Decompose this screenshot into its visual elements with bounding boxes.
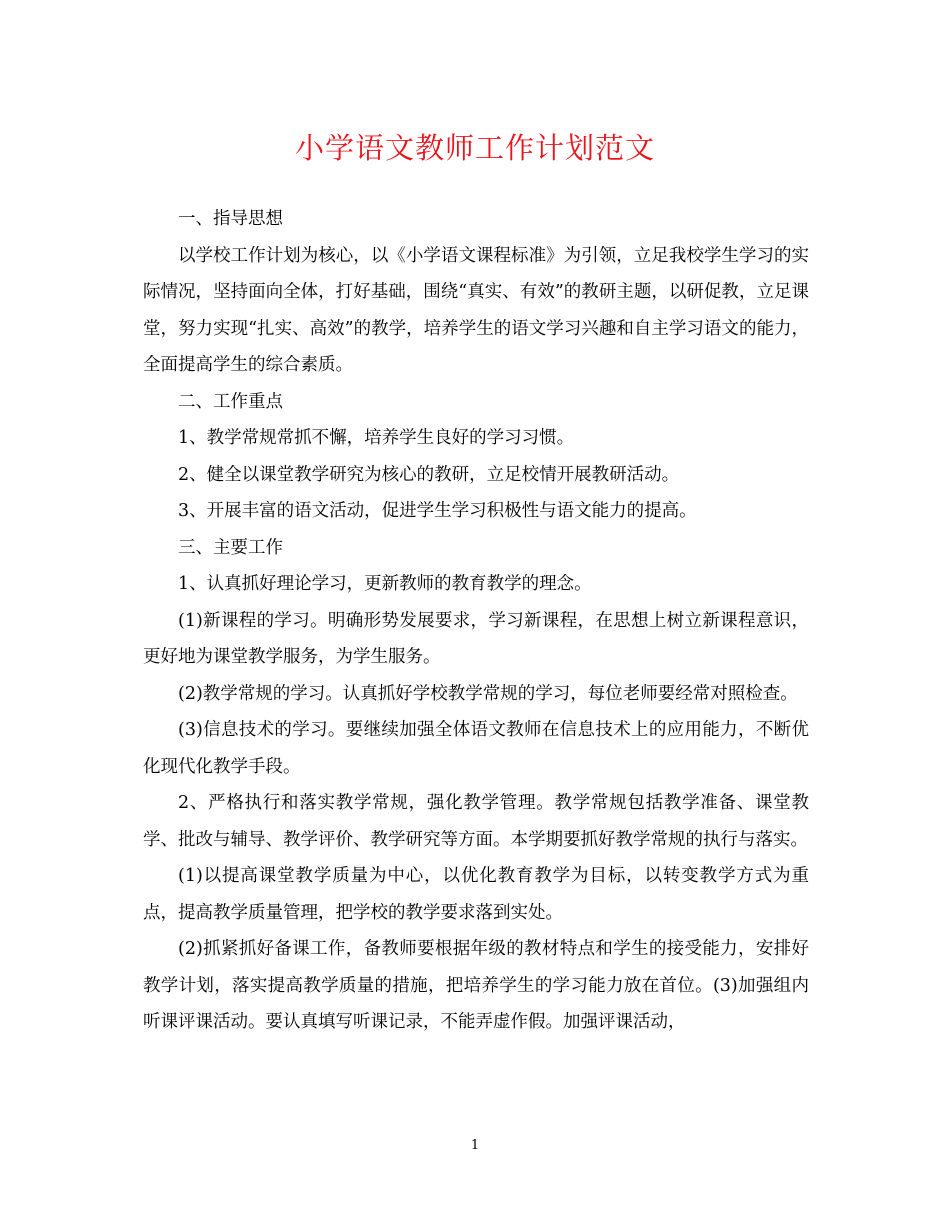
paragraph: (2)抓紧抓好备课工作，备教师要根据年级的教材特点和学生的接受能力，安排好教学计划，落实提高教学质量的措施，把培养学生的学习能力放在首位。(3)加强组内听课评课活动。要认真填写听课记录，不能弄虚作假。加强评课活动，	[143, 939, 809, 1032]
list-item: 2、健全以课堂教学研究为核心的教研，立足校情开展教研活动。	[178, 464, 680, 485]
paragraph: (1)以提高课堂教学质量为中心，以优化教育教学为目标，以转变教学方式为重点，提高教学质量管理，把学校的教学要求落到实处。	[143, 866, 809, 923]
list-item: 3、开展丰富的语文活动，促进学生学习积极性与语文能力的提高。	[178, 501, 697, 521]
document-body	[143, 201, 809, 1041]
list-item: 1、认真抓好理论学习，更新教师的教育教学的理念。	[178, 574, 592, 594]
paragraph: 以学校工作计划为核心，以《小学语文课程标准》为引领，立足我校学生学习的实际情况，坚持面向全体，打好基础，围绕“真实、有效”的教研主题，以研促教，立足课堂，努力实现“扎实、高效”的教学，培养学生的语文学习兴趣和自主学习语文的能力，全面提高学生的综合素质。	[143, 245, 809, 375]
paragraph: (1)新课程的学习。明确形势发展要求，学习新课程，在思想上树立新课程意识，更好地为课堂教学服务，为学生服务。	[143, 610, 809, 667]
document-title: 小学语文教师工作计划范文	[294, 131, 655, 165]
list-item: 1、教学常规常抓不懈，培养学生良好的学习习惯。	[178, 428, 575, 448]
section-heading: 一、指导思想	[178, 209, 283, 229]
paragraph: (3)信息技术的学习。要继续加强全体语文教师在信息技术上的应用能力，不断优化现代化教学手段。	[143, 720, 809, 777]
page-number: 1	[470, 1138, 480, 1153]
list-item: 2、严格执行和落实教学常规，强化教学管理。教学常规包括教学准备、课堂教学、批改与辅导、教学评价、教学研究等方面。本学期要抓好教学常规的执行与落实。	[143, 793, 809, 850]
paragraph: (2)教学常规的学习。认真抓好学校教学常规的学习，每位老师要经常对照检查。	[178, 683, 798, 704]
section-heading: 二、工作重点	[178, 391, 283, 412]
section-heading: 三、主要工作	[178, 537, 283, 558]
